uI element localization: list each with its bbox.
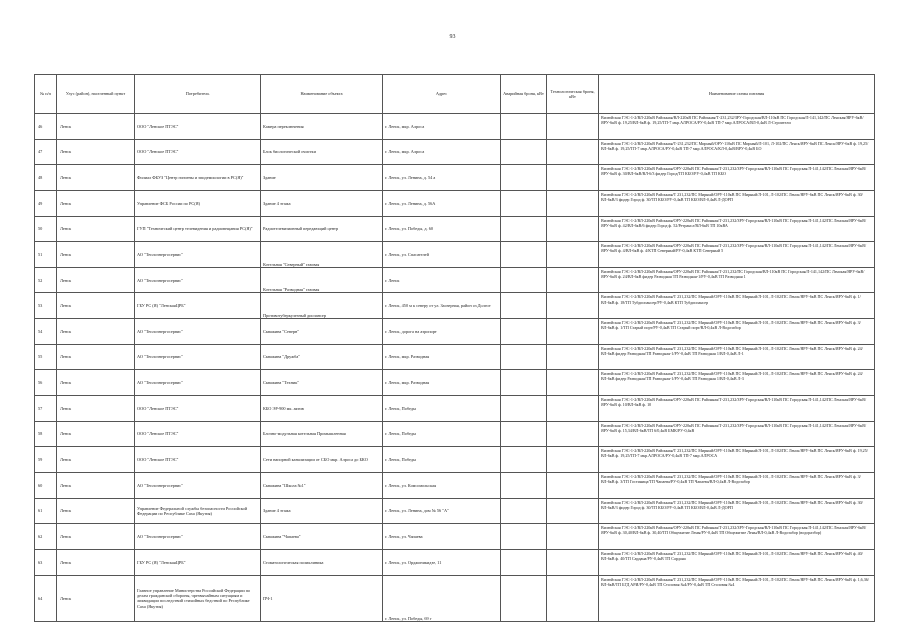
- table-row: [35, 549, 875, 575]
- cell-emergency-reserve: [501, 216, 547, 242]
- cell-power-scheme: Вилюйская ГЭС-1-2/ВЛ-220кВ Районная/Т 231,232/ПС Мирный/ОРУ-110кВ ПС Мирный/Л-101, Л-102/ПС Ленск/ЯРУ-6кВ ПС Ленск/ЯРУ-6кВ ф. 3/ВЛ-6кВ ф. 3/ТП Гостиница/ТП Чапаева/РУ-0,4кВ ТП Чапаева/ВЛ-0,4кВ Л-Водозабор: [599, 472, 875, 498]
- cell-address: г. Ленск, ул. Орджоникидзе, 11: [383, 549, 501, 575]
- cell-number: 58: [35, 421, 57, 447]
- cell-address: г. Ленск, Победы: [383, 447, 501, 473]
- cell-tech-reserve: [547, 370, 599, 396]
- cell-number: 59: [35, 447, 57, 473]
- cell-consumer: ООО "Ленское ПТЭС": [135, 447, 261, 473]
- cell-consumer: ООО "Ленское ПТЭС": [135, 139, 261, 165]
- table-row: [35, 472, 875, 498]
- cell-emergency-reserve: [501, 267, 547, 293]
- cell-tech-reserve: [547, 242, 599, 268]
- cell-object: Стоматологическая поликлиника: [261, 549, 383, 575]
- cell-power-scheme: Вилюйская ГЭС-1-2/ВЛ-220кВ Районная/Т 231,232/ПС Мирный/ОРУ-110кВ ПС Мирный/Л-101, Л-102/ПС Ленск/ЯРУ-6кВ ПС Ленск/ЯРУ-6кВ ф. 3/ВЛ-6кВ ф. 1/ТП Старый порт/РУ-0,4кВ ТП Старый порт/ВЛ-0,4кВ Л-Водозабор: [599, 319, 875, 345]
- cell-power-scheme: Вилюйская ГЭС-1-2/ВЛ-220кВ Районная/Т 231,232/ПС Мирный/ОРУ-110кВ ПС Мирный/Л-101, Л-102/ПС Ленск/ЯРУ-6кВ ПС Ленск/ЯРУ-6кВ ф. 24/ВЛ-6кВ фидер Разводная/ТП Разводная-1/РУ-0,4кВ ТП Разводная 1/ВЛ-0,4кВ Л-3: [599, 370, 875, 396]
- cell-address: г. Ленск, 450 м к северу от ул. Заозерная, район оз.Долгое: [383, 293, 501, 319]
- cell-tech-reserve: [547, 447, 599, 473]
- cell-number: 53: [35, 293, 57, 319]
- cell-power-scheme: Вилюйская ГЭС-1-2/ВЛ-220кВ Районная/ОРУ-220кВ ПС Районная/Т-231,232/ЗРУ-Городская/ВЛ-110кВ ПС Городская/Л-141,142/ПС Ленская/ЯРУ-6кВ/ЯРУ-6кВ ф. 10/ВЛ-6кВ ф. 10: [599, 396, 875, 422]
- cell-emergency-reserve: [501, 549, 547, 575]
- cell-ulus: Ленск: [57, 575, 135, 621]
- cell-object: Радиотелевизионный передающий центр: [261, 216, 383, 242]
- cell-address: г. Ленск, ул. Чапаева: [383, 524, 501, 550]
- header-ulus: Улус (район), населенный пункт: [57, 75, 135, 114]
- table-header-row: [35, 75, 875, 114]
- header-emergency-reserve: Аварийная броня, кВт: [501, 75, 547, 114]
- cell-object: Сети напорной канализации от СБО мкр. Алроса до БКО: [261, 447, 383, 473]
- cell-power-scheme: Вилюйская ГЭС-1-2/ВЛ-220кВ Районная/ОРУ-220кВ ПС Районная/Т-231,232/ЗРУ-Городская/ВЛ-110кВ ПС Городская/Л-141,142/ПС Ленская/ЯРУ-6кВ/ЯРУ-6кВ ф. 15,34/ВЛ-6кВ/ТП 6/0,4кВ БМК/РУ-0,4кВ: [599, 421, 875, 447]
- cell-number: 48: [35, 165, 57, 191]
- page-number: 93: [449, 34, 456, 40]
- cell-address: г. Ленск, ул. Ленина, дом № 56 "А": [383, 498, 501, 524]
- cell-consumer: ООО "Ленское ПТЭС": [135, 114, 261, 140]
- cell-number: 46: [35, 114, 57, 140]
- cell-emergency-reserve: [501, 421, 547, 447]
- cell-tech-reserve: [547, 575, 599, 621]
- cell-consumer: АО "Теплоэнергосервис": [135, 267, 261, 293]
- cell-number: 52: [35, 267, 57, 293]
- cell-tech-reserve: [547, 293, 599, 319]
- cell-object: Котельная "Разводная" газовая: [261, 267, 383, 293]
- cell-emergency-reserve: [501, 165, 547, 191]
- cell-power-scheme: Вилюйская ГЭС-1-2/ВЛ-220кВ Районная/ОРУ-220кВ ПС Районная/Т-231,232/ЗРУ-Городская/ВЛ-110кВ ПС Городская/Л-141,142/ПС Ленская/ЯРУ-6кВ/ЯРУ-6кВ ф. 42/ВЛ-6кВ/6 фидер Город ф. 52/Ретрансл/ВЛ-6кВ ТП 10кВА: [599, 216, 875, 242]
- table-row: [35, 293, 875, 319]
- table-row: [35, 242, 875, 268]
- cell-emergency-reserve: [501, 293, 547, 319]
- cell-emergency-reserve: [501, 139, 547, 165]
- cell-address: г. Ленск, ул. Спасателей: [383, 242, 501, 268]
- cell-object: Скважина "Дружба": [261, 344, 383, 370]
- cell-consumer: АО "Теплоэнергосервис": [135, 370, 261, 396]
- cell-consumer: АО "Теплоэнергосервис": [135, 524, 261, 550]
- cell-object: Камера переключения: [261, 114, 383, 140]
- cell-number: 47: [35, 139, 57, 165]
- cell-ulus: Ленск: [57, 447, 135, 473]
- cell-consumer: ГБУ РС (Я) "ЛенскаяЦРБ": [135, 549, 261, 575]
- cell-consumer: Управление ФСБ России по РС(Я): [135, 190, 261, 216]
- cell-object: Скважина "Техник": [261, 370, 383, 396]
- table-row: [35, 344, 875, 370]
- cell-object: ПЧ-1: [261, 575, 383, 621]
- cell-consumer: Главное управление Министерства Российской Федерации по делам гражданской обороны, чрезвычайным ситуациям и ликвидации последствий стихийных бедствий по Республике Саха (Якутия): [135, 575, 261, 621]
- cell-power-scheme: Вилюйская ГЭС-1-2/ВЛ-220кВ Районная/ОРУ-220кВ ПС Районная/Т-231,232/ЗРУ-Городская/ВЛ-110кВ ПС Городская/Л-141,142/ПС Ленская/ЯРУ-6кВ/ЯРУ-6кВ ф. 30,40/ВЛ-6кВ ф. 30,40/ТП Общежитие Лены/РУ-0,4кВ ТП Общежитие Лены/ВЛ-0,4кВ Л-Водозабор (водоразбор): [599, 524, 875, 550]
- table-row: [35, 319, 875, 345]
- table-row: [35, 421, 875, 447]
- cell-object: Блочно-модульная котельная Промышленная: [261, 421, 383, 447]
- cell-ulus: Ленск: [57, 472, 135, 498]
- cell-ulus: Ленск: [57, 524, 135, 550]
- cell-consumer: ГБУ РС (Я) "ЛенскаяЦРБ": [135, 293, 261, 319]
- table-row: [35, 524, 875, 550]
- cell-ulus: Ленск: [57, 190, 135, 216]
- cell-ulus: Ленск: [57, 421, 135, 447]
- cell-consumer: АО "Теплоэнергосервис": [135, 344, 261, 370]
- consumer-register-table: [34, 74, 875, 622]
- cell-object: Блок биологической очистки: [261, 139, 383, 165]
- cell-power-scheme: Вилюйская ГЭС-1-2/ВЛ-220кВ Районная/Т-231,232/ПС Мирный/ОРУ-110кВ ПС Мирный/Л-101, Л-102/ПС Ленск/ЯРУ-6кВ ПС Ленск/ЯРУ-6кВ ф. 19,25/ВЛ-6кВ ф. 19,25/ТП-7 мкр.АЛРОСА/РУ-0,4кВ ТП-7 мкр.АЛРОСА/КЛ-0,4кВ/ВРУ-0,4кВ БО: [599, 139, 875, 165]
- cell-ulus: Ленск: [57, 344, 135, 370]
- cell-object: КБО ЭР-900 мк. актив: [261, 396, 383, 422]
- cell-address: г. Ленск, мкр. Разводная: [383, 344, 501, 370]
- cell-tech-reserve: [547, 498, 599, 524]
- table-body: [35, 114, 875, 622]
- cell-consumer: Управление Федеральной службы безопасности Российской Федерации по Республике Саха (Якутия): [135, 498, 261, 524]
- cell-power-scheme: Вилюйская ГЭС-1-2/ВЛ-220кВ Районная/Т 231,232/ПС Мирный/ОРУ-110кВ ПС Мирный/Л-101, Л-102/ПС Ленск/ЯРУ-6кВ ПС Ленск/ЯРУ-6кВ ф. 24/ВЛ-6кВ фидер Разводная/ТП Разводная-1/РУ-0,4кВ ТП Разводная 1/ВЛ-0,4кВ Л-1: [599, 344, 875, 370]
- cell-tech-reserve: [547, 344, 599, 370]
- table-row: [35, 575, 875, 621]
- table-row: [35, 498, 875, 524]
- cell-tech-reserve: [547, 319, 599, 345]
- cell-ulus: Ленск: [57, 242, 135, 268]
- cell-number: 55: [35, 344, 57, 370]
- cell-tech-reserve: [547, 396, 599, 422]
- cell-tech-reserve: [547, 190, 599, 216]
- cell-address: г. Ленск, ул. Комсомольская: [383, 472, 501, 498]
- table-row: [35, 447, 875, 473]
- cell-ulus: Ленск: [57, 549, 135, 575]
- cell-object: Здание: [261, 165, 383, 191]
- cell-tech-reserve: [547, 139, 599, 165]
- header-tech-reserve: Технологическая броня, кВт: [547, 75, 599, 114]
- cell-address: г. Ленск, Победы: [383, 421, 501, 447]
- cell-ulus: Ленск: [57, 319, 135, 345]
- cell-tech-reserve: [547, 472, 599, 498]
- cell-number: 50: [35, 216, 57, 242]
- cell-emergency-reserve: [501, 472, 547, 498]
- cell-power-scheme: Вилюйская ГЭС-1-2/ВЛ-220кВ Районная/Т 231,232/ПС Мирный/ОРУ-110кВ ПС Мирный/Л-101, Л-102/ПС Ленск/ЯРУ-6кВ ПС Ленск/ЯРУ-6кВ ф. 1/ВЛ-6кВ ф. 18/ТП Тубдиспансер/РУ-0,4кВ КТП Тубдиспансер: [599, 293, 875, 319]
- cell-consumer: ГУП "Технический центр телевидения и радиовещания РС(Я)": [135, 216, 261, 242]
- cell-emergency-reserve: [501, 114, 547, 140]
- cell-ulus: Ленск: [57, 216, 135, 242]
- cell-power-scheme: Вилюйская ГЭС-1-2/ВЛ-220кВ Районная/ОРУ-220кВ ПС Районная/Т-231,232/ЗРУ-Городская/ВЛ-110кВ ПС Городская/Л-141,142/ПС Ленская/ЯРУ-6кВ/ЯРУ-6кВ ф. 4/ВЛ-6кВ ф. 4/КТП Северный/РУ-0,4кВ КТП Северный 5: [599, 242, 875, 268]
- cell-number: 49: [35, 190, 57, 216]
- cell-ulus: Ленск: [57, 498, 135, 524]
- cell-tech-reserve: [547, 421, 599, 447]
- cell-emergency-reserve: [501, 319, 547, 345]
- cell-ulus: Ленск: [57, 293, 135, 319]
- cell-number: 61: [35, 498, 57, 524]
- cell-object: Котельная "Северный" газовая: [261, 242, 383, 268]
- cell-ulus: Ленск: [57, 370, 135, 396]
- cell-number: 64: [35, 575, 57, 621]
- cell-address: г. Ленск, мкр. Алроса: [383, 139, 501, 165]
- cell-tech-reserve: [547, 114, 599, 140]
- header-object: Наименование объекта: [261, 75, 383, 114]
- cell-power-scheme: Вилюйская ГЭС-1-2/ВЛ-220кВ Районная/ВЛ-220кВ ПС Районная/Т-231,232/ЗРУ-Городская/ВЛ-110кВ ПС Городская/Л-141,142/ПС Ленская/ЯРУ-6кВ/ЯРУ-6кВ ф. 19,25/ВЛ-6кВ ф. 19,25/ТП-7 мкр.АЛРОСА/РУ-0,4кВ ТП-7 мкр.АЛРОСА/ВЛ-0,4кВ Л-Строители: [599, 114, 875, 140]
- table-row: [35, 139, 875, 165]
- table-row: [35, 396, 875, 422]
- table-row: [35, 267, 875, 293]
- cell-number: 51: [35, 242, 57, 268]
- cell-emergency-reserve: [501, 575, 547, 621]
- cell-ulus: Ленск: [57, 139, 135, 165]
- cell-ulus: Ленск: [57, 396, 135, 422]
- table-row: [35, 165, 875, 191]
- header-consumer: Потребитель: [135, 75, 261, 114]
- cell-consumer: ООО "Ленское ПТЭС": [135, 396, 261, 422]
- cell-consumer: Филиал ФБУЗ "Центр гигиены и эпидемиологии в РС(Я)": [135, 165, 261, 191]
- cell-emergency-reserve: [501, 498, 547, 524]
- cell-consumer: АО "Теплоэнергосервис": [135, 319, 261, 345]
- table-row: [35, 114, 875, 140]
- cell-number: 62: [35, 524, 57, 550]
- cell-tech-reserve: [547, 549, 599, 575]
- cell-number: 63: [35, 549, 57, 575]
- cell-address: г. Ленск, мкр. Разводная: [383, 370, 501, 396]
- cell-tech-reserve: [547, 165, 599, 191]
- cell-emergency-reserve: [501, 447, 547, 473]
- cell-consumer: ООО "Ленское ПТЭС": [135, 421, 261, 447]
- cell-address: г. Ленск, ул. Победы, д. 60: [383, 216, 501, 242]
- cell-number: 57: [35, 396, 57, 422]
- cell-consumer: АО "Теплоэнергосервис": [135, 242, 261, 268]
- cell-address: г. Ленск: [383, 267, 501, 293]
- cell-ulus: Ленск: [57, 114, 135, 140]
- cell-tech-reserve: [547, 524, 599, 550]
- cell-tech-reserve: [547, 216, 599, 242]
- cell-tech-reserve: [547, 267, 599, 293]
- header-address: Адрес: [383, 75, 501, 114]
- cell-address: г. Ленск, ул. Ленина, д. 54 а: [383, 165, 501, 191]
- cell-emergency-reserve: [501, 242, 547, 268]
- cell-power-scheme: Вилюйская ГЭС-1-2/ВЛ-220кВ Районная/Т 231,232/ПС Мирный/ОРУ-110кВ ПС Мирный/Л-101, Л-102/ПС Ленск/ЯРУ-6кВ ПС Ленск/ЯРУ-6кВ ф. 40/ВЛ-6кВ ф. 40/ТП Сардана/РУ-0,4кВ ТП Сардана: [599, 549, 875, 575]
- cell-object: Скважина "Школа №1": [261, 472, 383, 498]
- cell-power-scheme: Вилюйская ГЭС-1-2/ВЛ-220кВ Районная/ОРУ-220кВ ПС Районная/Т-231,232/ПС Городская/ВЛ-110кВ ПС Городская/Л-141,142/ПС Ленская/ЯРУ-6кВ/ЯРУ-6кВ ф. 24/ВЛ-6кВ фидер Разводная ТП Разводная-1/РУ-0,4кВ ТП Разводная 1: [599, 267, 875, 293]
- cell-power-scheme: Вилюйская ГЭС-1-2/ВЛ-220кВ Районная/Т 231,232/ПС Мирный/ОРУ-110кВ ПС Мирный/Л-101, Л-102/ПС Ленск/ЯРУ-6кВ ПС Ленск/ЯРУ-6кВ ф. 19,25/ВЛ-6кВ ф. 19,25/ТП-7 мкр.АЛРОСА/РУ-0,4кВ ТП-7 мкр.АЛРОСА: [599, 447, 875, 473]
- cell-address: г. Ленск, дорога на аэропорт: [383, 319, 501, 345]
- cell-emergency-reserve: [501, 190, 547, 216]
- cell-number: 54: [35, 319, 57, 345]
- table-row: [35, 190, 875, 216]
- cell-object: Здание 4 этажа: [261, 190, 383, 216]
- cell-power-scheme: Вилюйская ГЭС-1-2/ВЛ-220кВ Районная/Т 231,232/ПС Мирный/ОРУ-110кВ ПС Мирный/Л-101, Л-102/ПС Ленск/ЯРУ-6кВ ПС Ленск/ЯРУ-6кВ ф. 30/ВЛ-6кВ/3 фидер Город ф. 30/ТП КБО/РУ-0,4кВ ТП КБО/ВЛ-0,4кВ Л-ДОРП: [599, 498, 875, 524]
- cell-address: г. Ленск, ул. Победы, 69 г: [383, 575, 501, 621]
- cell-power-scheme: Вилюйская ГЭС-1-2/ВЛ-220кВ Районная/Т 231,232/ПС Мирный/ОРУ-110кВ ПС Мирный/Л-101, Л-102/ПС Ленск/ЯРУ-6кВ ПС Ленск/ЯРУ-6кВ ф. 30/ВЛ-6кВ/3 фидер Город ф. 30/ТП КБО/РУ-0,4кВ ТП КБО/ВЛ-0,4кВ Л-ДОРП: [599, 190, 875, 216]
- cell-object: Здание 4 этажа: [261, 498, 383, 524]
- cell-ulus: Ленск: [57, 165, 135, 191]
- cell-emergency-reserve: [501, 524, 547, 550]
- header-power-scheme: Наименование схемы питания: [599, 75, 875, 114]
- cell-power-scheme: Вилюйская ГЭС-1-2/ВЛ-220кВ Районная/Т 231,232/ПС Мирный/ОРУ-110кВ ПС Мирный/Л-101, Л-102/ПС Ленск/ЯРУ-6кВ ПС Ленск/ЯРУ-6кВ ф. 1,6,36/ВЛ-6кВ/ТП БГД АРИ/РУ-0,4кВ ТП Столовая №4/РУ-0,4кВ ТП Столовая №4: [599, 575, 875, 621]
- cell-power-scheme: Вилюйская ГЭС-1-2/ВЛ-220кВ Районная/ОРУ-220кВ ПС Районная/Т-231,232/ЗРУ-Городская/ВЛ-110кВ ПС Городская/Л-141,142/ПС Ленская/ЯРУ-6кВ/ЯРУ-6кВ ф. 30/ВЛ-6кВ/ВЛ-6/3 фидер Город/ТП КБО/РУ-0,4кВ ТП КБО: [599, 165, 875, 191]
- cell-object: Скважина "Северн": [261, 319, 383, 345]
- cell-object: Скважина "Чапаева": [261, 524, 383, 550]
- cell-address: г. Ленск, мкр. Алроса: [383, 114, 501, 140]
- table-row: [35, 370, 875, 396]
- cell-number: 56: [35, 370, 57, 396]
- cell-address: г. Ленск, Победы: [383, 396, 501, 422]
- cell-emergency-reserve: [501, 370, 547, 396]
- header-number: № п/п: [35, 75, 57, 114]
- cell-ulus: Ленск: [57, 267, 135, 293]
- cell-number: 60: [35, 472, 57, 498]
- cell-address: г. Ленск, ул. Ленина, д. 56А: [383, 190, 501, 216]
- cell-emergency-reserve: [501, 396, 547, 422]
- cell-emergency-reserve: [501, 344, 547, 370]
- cell-object: Противотуберкулезный диспансер: [261, 293, 383, 319]
- table-row: [35, 216, 875, 242]
- cell-consumer: АО "Теплоэнергосервис": [135, 472, 261, 498]
